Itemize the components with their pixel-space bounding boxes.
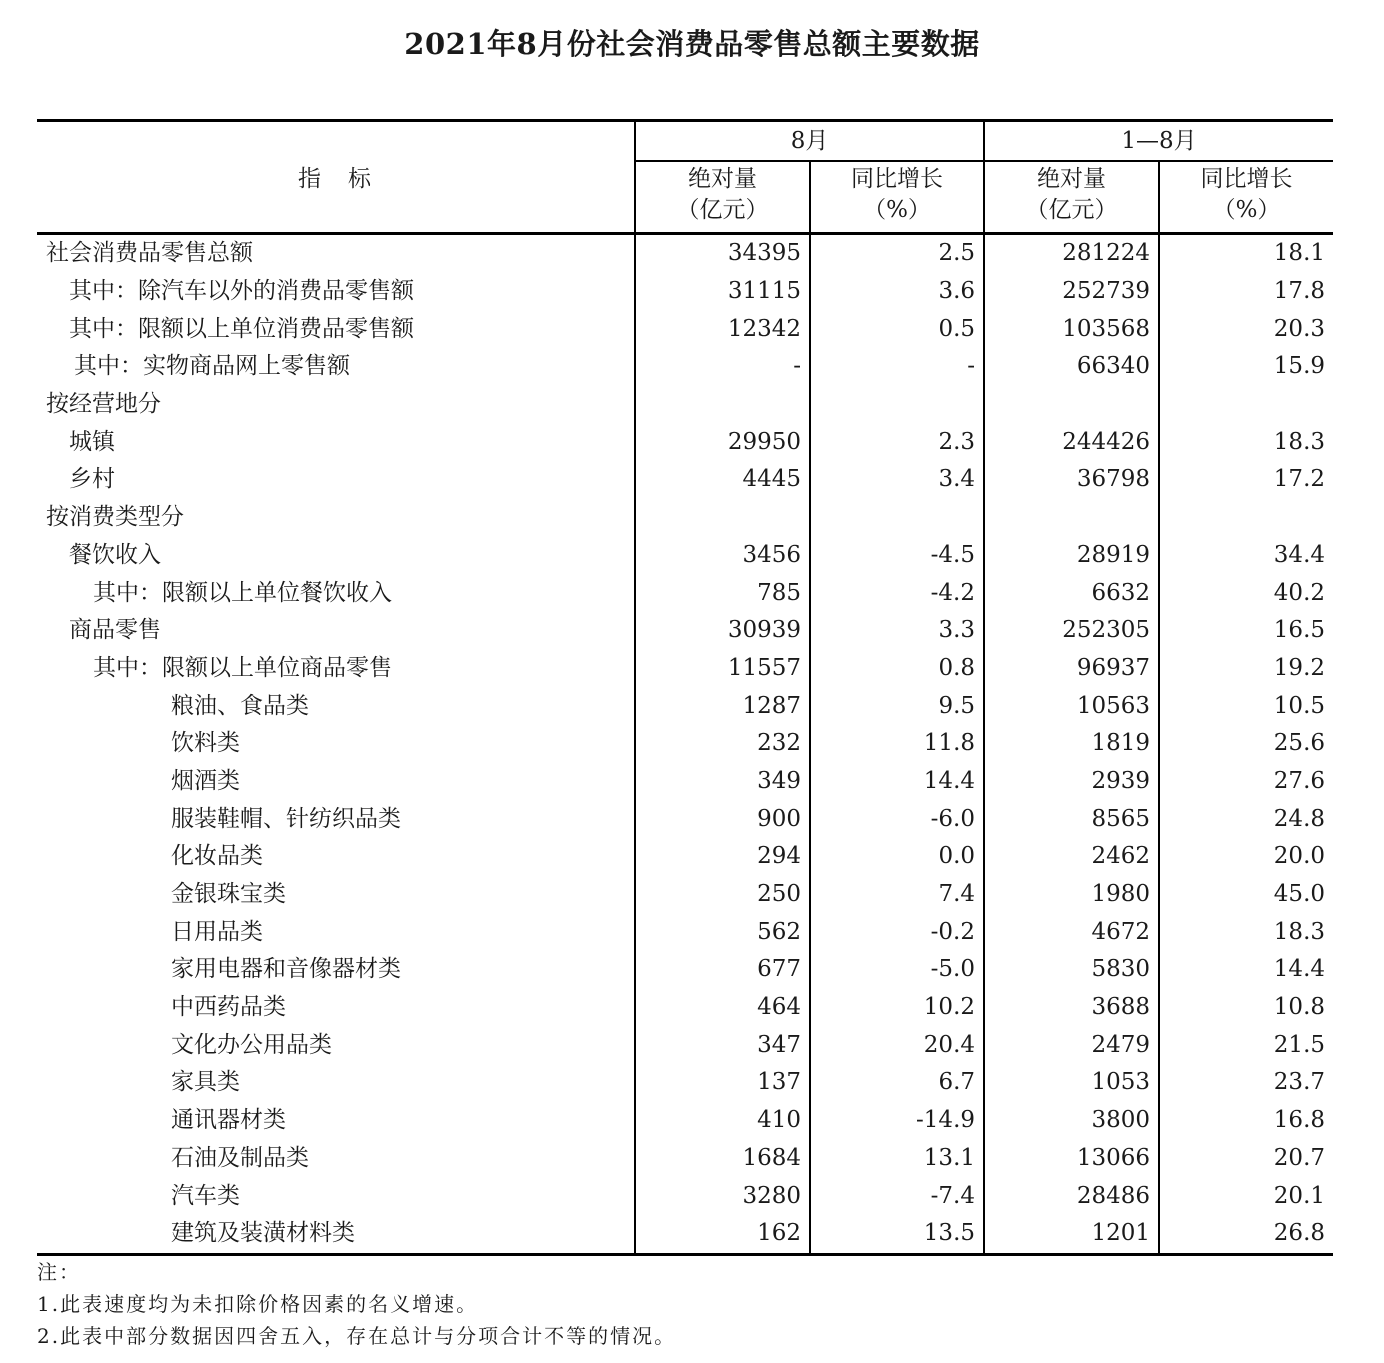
cell-m-growth: -6.0	[810, 800, 984, 838]
header-period-month: 8月	[635, 121, 984, 162]
cell-m-growth: 3.4	[810, 461, 984, 499]
cell-ytd-growth: 21.5	[1159, 1026, 1333, 1064]
cell-ytd-growth: 25.6	[1159, 725, 1333, 763]
row-label: 其中：实物商品网上零售额	[74, 353, 350, 380]
cell-ytd-abs: 66340	[984, 348, 1159, 386]
table-row	[37, 499, 1333, 537]
row-label: 烟酒类	[171, 767, 240, 794]
cell-m-growth: 6.7	[810, 1064, 984, 1102]
row-label: 城镇	[69, 428, 115, 455]
cell-m-abs: 410	[635, 1102, 810, 1140]
cell-m-abs: 785	[635, 574, 810, 612]
cell-m-abs: 900	[635, 800, 810, 838]
cell-m-abs: 677	[635, 951, 810, 989]
cell-ytd-abs: 4672	[984, 913, 1159, 951]
cell-ytd-abs: 6632	[984, 574, 1159, 612]
cell-ytd-growth: 18.3	[1159, 423, 1333, 461]
cell-ytd-abs: 28919	[984, 537, 1159, 575]
cell-ytd-abs: 2479	[984, 1026, 1159, 1064]
row-label: 其中：限额以上单位商品零售	[93, 654, 392, 681]
row-label: 其中：限额以上单位餐饮收入	[93, 579, 392, 606]
cell-ytd-growth: 20.0	[1159, 838, 1333, 876]
row-label: 建筑及装潢材料类	[37, 1215, 635, 1254]
cell-ytd-abs: 3688	[984, 989, 1159, 1027]
retail-sales-table	[37, 119, 1333, 1256]
cell-ytd-growth: 14.4	[1159, 951, 1333, 989]
table-row	[37, 234, 1333, 273]
cell-m-abs: 137	[635, 1064, 810, 1102]
cell-m-growth: -4.2	[810, 574, 984, 612]
cell-m-abs: 3456	[635, 537, 810, 575]
cell-ytd-abs: 13066	[984, 1140, 1159, 1178]
cell-ytd-abs: 28486	[984, 1177, 1159, 1215]
cell-ytd-growth: 16.5	[1159, 612, 1333, 650]
header-abs-unit: （亿元）	[1025, 197, 1118, 223]
cell-ytd-abs: 103568	[984, 310, 1159, 348]
row-label: 饮料类	[171, 730, 240, 757]
header-growth-label: 同比增长	[1200, 166, 1293, 192]
table-row	[37, 1102, 1333, 1140]
header-abs-unit: （亿元）	[676, 197, 769, 223]
table-row	[37, 800, 1333, 838]
header-ytd-growth	[1159, 161, 1333, 234]
table-row	[37, 1215, 1333, 1254]
cell-ytd-growth: 17.8	[1159, 273, 1333, 311]
table-row	[37, 310, 1333, 348]
row-label: 粮油、食品类	[171, 692, 309, 719]
cell-ytd-abs: 10563	[984, 687, 1159, 725]
cell-ytd-abs: 5830	[984, 951, 1159, 989]
cell-m-growth: 3.3	[810, 612, 984, 650]
cell-m-growth: -0.2	[810, 913, 984, 951]
cell-ytd-growth	[1159, 386, 1333, 424]
cell-ytd-abs: 252739	[984, 273, 1159, 311]
cell-ytd-growth	[1159, 499, 1333, 537]
cell-m-growth: 0.5	[810, 310, 984, 348]
cell-m-abs: 232	[635, 725, 810, 763]
table-row	[37, 687, 1333, 725]
header-abs-label: 绝对量	[688, 166, 757, 192]
table-row	[37, 612, 1333, 650]
cell-m-growth: -4.5	[810, 537, 984, 575]
cell-m-abs: 1287	[635, 687, 810, 725]
cell-m-growth: 10.2	[810, 989, 984, 1027]
cell-m-growth	[810, 499, 984, 537]
header-growth-unit: （%）	[1212, 197, 1281, 223]
cell-ytd-growth: 16.8	[1159, 1102, 1333, 1140]
cell-ytd-abs	[984, 499, 1159, 537]
cell-m-abs: 1684	[635, 1140, 810, 1178]
row-label: 其中：除汽车以外的消费品零售额	[69, 278, 414, 305]
row-label: 餐饮收入	[69, 541, 161, 568]
cell-m-growth: 11.8	[810, 725, 984, 763]
cell-m-growth: 0.0	[810, 838, 984, 876]
note-item: 2.此表中部分数据因四舍五入，存在总计与分项合计不等的情况。	[37, 1324, 677, 1348]
table-row	[37, 574, 1333, 612]
cell-m-abs: 31115	[635, 273, 810, 311]
cell-m-abs: 250	[635, 876, 810, 914]
notes	[37, 1256, 676, 1352]
cell-ytd-abs: 3800	[984, 1102, 1159, 1140]
cell-ytd-abs: 2939	[984, 763, 1159, 801]
table-row	[37, 386, 1333, 424]
cell-m-growth: 20.4	[810, 1026, 984, 1064]
cell-m-abs: 562	[635, 913, 810, 951]
cell-m-growth: 3.6	[810, 273, 984, 311]
table-row	[37, 461, 1333, 499]
cell-ytd-abs: 36798	[984, 461, 1159, 499]
header-ytd-abs	[984, 161, 1159, 234]
table-row	[37, 1177, 1333, 1215]
header-indicator: 指 标	[37, 121, 635, 234]
cell-ytd-growth: 26.8	[1159, 1215, 1333, 1254]
cell-ytd-growth: 15.9	[1159, 348, 1333, 386]
table-row	[37, 348, 1333, 386]
cell-m-growth: -14.9	[810, 1102, 984, 1140]
cell-ytd-growth: 20.3	[1159, 310, 1333, 348]
row-label: 化妆品类	[171, 843, 263, 870]
cell-ytd-abs: 252305	[984, 612, 1159, 650]
cell-ytd-growth: 45.0	[1159, 876, 1333, 914]
cell-m-growth: 14.4	[810, 763, 984, 801]
cell-ytd-growth: 34.4	[1159, 537, 1333, 575]
notes-heading: 注：	[37, 1260, 81, 1284]
table-row	[37, 1064, 1333, 1102]
table-row	[37, 1026, 1333, 1064]
cell-m-abs: 30939	[635, 612, 810, 650]
row-label: 服装鞋帽、针纺织品类	[171, 805, 401, 832]
cell-m-abs: 162	[635, 1215, 810, 1254]
cell-m-abs	[635, 386, 810, 424]
cell-m-abs: 3280	[635, 1177, 810, 1215]
cell-ytd-abs: 1819	[984, 725, 1159, 763]
cell-m-growth: 7.4	[810, 876, 984, 914]
row-label: 中西药品类	[171, 994, 286, 1021]
header-month-growth	[810, 161, 984, 234]
cell-ytd-growth: 18.1	[1159, 234, 1333, 273]
cell-m-growth: 2.5	[810, 234, 984, 273]
cell-m-growth: 13.5	[810, 1215, 984, 1254]
table-row	[37, 273, 1333, 311]
cell-ytd-growth: 17.2	[1159, 461, 1333, 499]
cell-m-growth: -5.0	[810, 951, 984, 989]
cell-ytd-abs	[984, 386, 1159, 424]
row-label: 金银珠宝类	[171, 881, 286, 908]
table-row	[37, 423, 1333, 461]
cell-ytd-abs: 1980	[984, 876, 1159, 914]
row-label: 通讯器材类	[171, 1107, 286, 1134]
cell-ytd-abs: 1053	[984, 1064, 1159, 1102]
table-row	[37, 989, 1333, 1027]
cell-m-abs	[635, 499, 810, 537]
row-label: 乡村	[69, 466, 115, 493]
cell-m-growth: 2.3	[810, 423, 984, 461]
cell-m-abs: 294	[635, 838, 810, 876]
header-growth-label: 同比增长	[851, 166, 943, 192]
cell-ytd-growth: 19.2	[1159, 650, 1333, 688]
table-row	[37, 876, 1333, 914]
row-label: 家用电器和音像器材类	[171, 956, 401, 983]
cell-m-abs: 347	[635, 1026, 810, 1064]
row-label: 商品零售	[69, 617, 161, 644]
page-title: 2021年8月份社会消费品零售总额主要数据	[404, 27, 980, 61]
cell-ytd-growth: 20.7	[1159, 1140, 1333, 1178]
row-label: 社会消费品零售总额	[46, 240, 253, 267]
table-row	[37, 1140, 1333, 1178]
table-row	[37, 951, 1333, 989]
cell-ytd-growth: 10.5	[1159, 687, 1333, 725]
cell-m-growth: 9.5	[810, 687, 984, 725]
cell-m-abs: 464	[635, 989, 810, 1027]
cell-ytd-abs: 281224	[984, 234, 1159, 273]
row-label: 石油及制品类	[171, 1144, 309, 1171]
cell-ytd-growth: 23.7	[1159, 1064, 1333, 1102]
cell-m-abs: 12342	[635, 310, 810, 348]
row-label: 按经营地分	[46, 391, 161, 418]
table-row	[37, 763, 1333, 801]
cell-ytd-abs: 1201	[984, 1215, 1159, 1254]
cell-m-abs: -	[635, 348, 810, 386]
table-row	[37, 838, 1333, 876]
table-header	[37, 121, 1333, 234]
table-row	[37, 650, 1333, 688]
cell-ytd-growth: 24.8	[1159, 800, 1333, 838]
row-label: 家具类	[171, 1069, 240, 1096]
header-period-ytd: 1—8月	[984, 121, 1333, 162]
note-item: 1.此表速度均为未扣除价格因素的名义增速。	[37, 1292, 479, 1316]
cell-m-growth: -7.4	[810, 1177, 984, 1215]
header-month-abs	[635, 161, 810, 234]
cell-m-growth: 0.8	[810, 650, 984, 688]
table-row	[37, 725, 1333, 763]
cell-ytd-abs: 8565	[984, 800, 1159, 838]
cell-m-growth	[810, 386, 984, 424]
table-row	[37, 537, 1333, 575]
cell-m-growth: 13.1	[810, 1140, 984, 1178]
cell-ytd-growth: 18.3	[1159, 913, 1333, 951]
row-label: 文化办公用品类	[171, 1031, 332, 1058]
cell-m-growth: -	[810, 348, 984, 386]
cell-ytd-abs: 96937	[984, 650, 1159, 688]
table-row	[37, 913, 1333, 951]
cell-ytd-growth: 27.6	[1159, 763, 1333, 801]
row-label: 汽车类	[171, 1182, 240, 1209]
cell-ytd-growth: 40.2	[1159, 574, 1333, 612]
cell-ytd-abs: 244426	[984, 423, 1159, 461]
table-body	[37, 234, 1333, 1255]
row-label: 其中：限额以上单位消费品零售额	[69, 315, 414, 342]
header-growth-unit: （%）	[863, 197, 931, 223]
cell-m-abs: 4445	[635, 461, 810, 499]
cell-m-abs: 349	[635, 763, 810, 801]
row-label: 日用品类	[171, 918, 263, 945]
cell-ytd-growth: 20.1	[1159, 1177, 1333, 1215]
cell-m-abs: 34395	[635, 234, 810, 273]
row-label: 按消费类型分	[46, 504, 184, 531]
cell-m-abs: 29950	[635, 423, 810, 461]
cell-ytd-abs: 2462	[984, 838, 1159, 876]
cell-ytd-growth: 10.8	[1159, 989, 1333, 1027]
header-abs-label: 绝对量	[1037, 166, 1107, 192]
cell-m-abs: 11557	[635, 650, 810, 688]
